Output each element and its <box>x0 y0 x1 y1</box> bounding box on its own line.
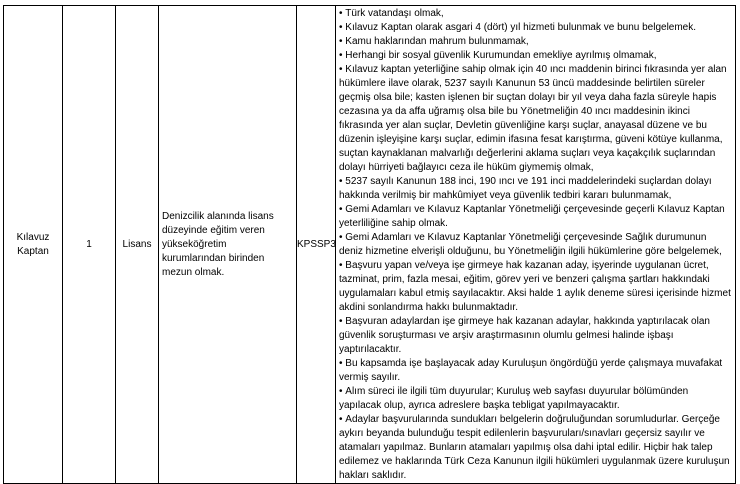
exam-type-cell <box>297 6 336 484</box>
position-title-cell <box>4 6 63 484</box>
requirement-item: • Alım süreci ile ilgili tüm duyurular; Kuruluş web sayfası duyurular bölümünden yapılacak olup, ayrıca adreslere başka tebligat yapılmayacaktır. <box>339 385 732 413</box>
exam-type: KPSSP3 <box>297 238 336 250</box>
requirements-cell <box>336 6 736 484</box>
requirement-item: • Kılavuz Kaptan olarak asgari 4 (dört) yıl hizmeti bulunmak ve bunu belgelemek. <box>339 21 732 35</box>
position-count-cell <box>63 6 116 484</box>
requirement-item: • Kılavuz kaptan yeterliğine sahip olmak için 40 ıncı maddenin birinci fıkrasında yer alan hükümlere ilave olarak, 5237 sayılı Kanunun 53 üncü maddesinde belirtilen süreler geçmiş olsa bile; kasten işlenen bir suçtan dolayı bir yıl veya daha fazla süreyle hapis cezasına ya da affa uğramış olsa bile bu Yönetmeliğin 40 ıncı maddesinin ikinci fıkrasında yer alan suçlar, Devletin güvenliğine karşı suçlar, anayasal düzene ve bu düzenin işleyişine karşı suçlar, edimin ifasına fesat karıştırma, güveni kötüye kullanma, suçtan kaynaklanan malvarlığı değerlerini aklama suçları veya kaçakçılık suçlarından dolayı hürriyeti bağlayıcı ceza ile hüküm giymemiş olmak, <box>339 63 732 175</box>
requirement-item: • 5237 sayılı Kanunun 188 inci, 190 ıncı ve 191 inci maddelerindeki suçlardan dolayı hakkında verilmiş bir mahkûmiyet veya güvenlik tedbiri kararı bulunmamak, <box>339 175 732 203</box>
education-level: Lisans <box>122 238 152 250</box>
requirement-item: • Gemi Adamları ve Kılavuz Kaptanlar Yönetmeliği çerçevesinde geçerli Kılavuz Kaptan yeterliliğine sahip olmak. <box>339 203 732 231</box>
field-description-cell <box>159 6 297 484</box>
requirement-item: • Gemi Adamları ve Kılavuz Kaptanlar Yönetmeliği çerçevesinde Sağlık durumunun deniz hizmetine elverişli olduğunu, bu Yönetmeliğin ilgili hükümlerine göre belgelemek, <box>339 231 732 259</box>
requirement-item: • Herhangi bir sosyal güvenlik Kurumundan emekliye ayrılmış olmamak, <box>339 49 732 63</box>
position-count: 1 <box>86 238 92 250</box>
requirement-item: • Kamu haklarından mahrum bulunmamak, <box>339 35 732 49</box>
requirement-item: • Başvuran adaylardan işe girmeye hak kazanan adaylar, hakkında yaptırılacak olan güvenlik soruşturması ve arşiv araştırmasının olumlu gelmesi halinde işbaşı yaptırılacaktır. <box>339 315 732 357</box>
position-title: Kılavuz Kaptan <box>16 231 50 257</box>
requirement-item: • Başvuru yapan ve/veya işe girmeye hak kazanan aday, işyerinde uygulanan ücret, tazminat, prim, fazla mesai, eğitim, görev yeri ve benzeri çalışma şartları hakkındaki uygulamaları kabul etmiş sayılacaktır. Aksi halde 1 aylık deneme süresi içerisinde hizmet akdini sonlandırma hakkı bulunmaktadır. <box>339 259 732 315</box>
requirement-item: • Bu kapsamda işe başlayacak aday Kuruluşun öngördüğü yerde çalışmaya muvafakat vermiş sayılır. <box>339 357 732 385</box>
field-description: Denizcilik alanında lisans düzeyinde eğitim veren yükseköğretim kurumlarından birinden mezun olmak. <box>162 210 274 278</box>
requirement-item: • Türk vatandaşı olmak, <box>339 7 732 21</box>
education-level-cell <box>116 6 159 484</box>
requirement-item: • Adaylar başvurularında sundukları belgelerin doğruluğundan sorumludurlar. Gerçeğe aykırı beyanda bulunduğu tespit edilenlerin başvuruları/sınavları geçersiz sayılır ve atamaları yapılmaz. Bunların atamaları yapılmış olsa dahi iptal edilir. Hiçbir hak talep edilemez ve haklarında Türk Ceza Kanunun ilgili hükümleri uygulanmak üzere kuruluşun hakları saklıdır. <box>339 413 732 483</box>
table-row <box>4 6 736 484</box>
job-posting-table <box>3 5 736 484</box>
